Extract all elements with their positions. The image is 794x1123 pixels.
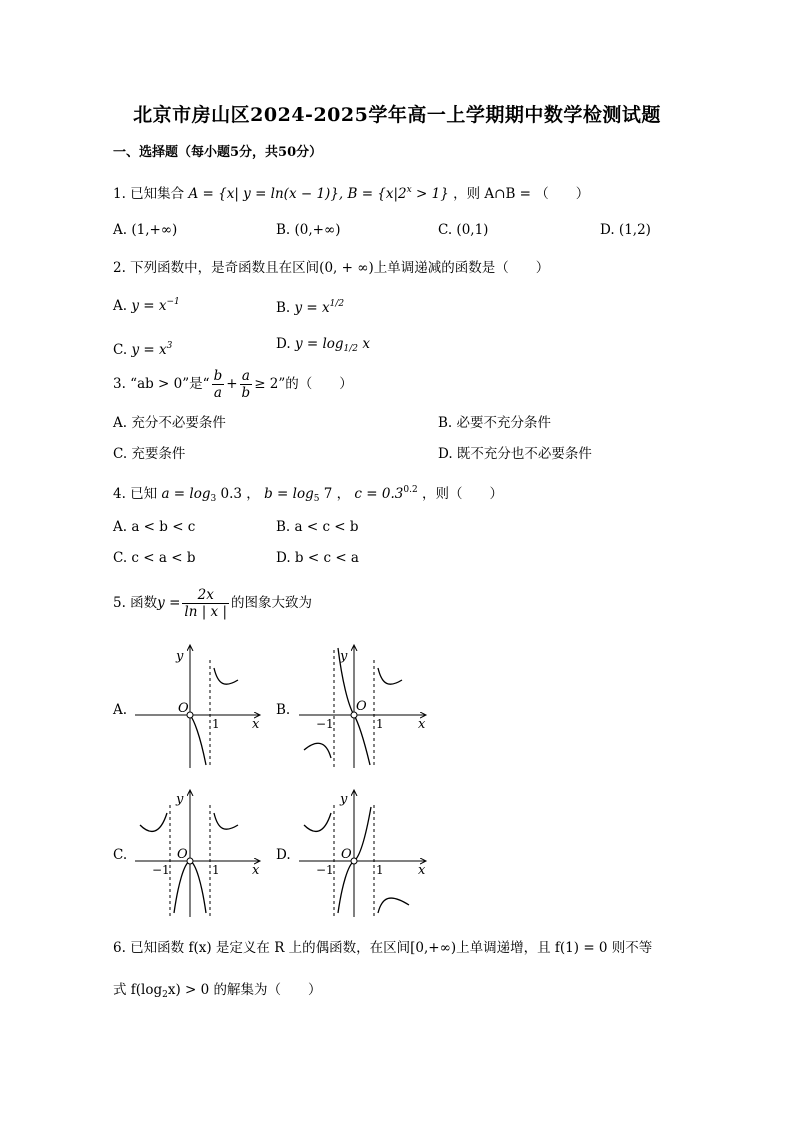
q4-option-d: D. b < c < a: [276, 550, 359, 566]
curve-right: [378, 668, 402, 684]
q1-option-c: C. (0,1): [438, 222, 489, 238]
q4-option-b: B. a < c < b: [276, 519, 359, 535]
y-label: y: [176, 649, 184, 664]
q2-b-label: B.: [276, 300, 291, 316]
q2-a-sup: −1: [166, 297, 180, 307]
q4-prefix: 4. 已知: [113, 486, 158, 502]
q3-frac1-num: b: [213, 368, 223, 384]
question-6-line-1: 6. 已知函数 f(x) 是定义在 R 上的偶函数，在区间[0,+∞)上单调递增，且 f(1) = 0 则不等: [113, 940, 653, 956]
q2-option-d: [276, 334, 370, 359]
q4-b-tail: 7 ，: [319, 486, 351, 502]
origin-label: O: [177, 847, 188, 862]
q5-graph-b: [294, 640, 434, 770]
q6-sub: 2: [162, 990, 168, 1000]
origin-label: O: [341, 847, 352, 862]
tick-neg-1: −1: [152, 863, 170, 877]
q4-b-sub: 5: [313, 494, 320, 504]
q2-b-expr: y = x: [294, 300, 330, 316]
hollow-point: [187, 858, 193, 864]
q4-a-tail: 0.3 ，: [216, 486, 260, 502]
q1-option-a: A. (1,+∞): [113, 222, 178, 238]
q5-graph-c: [130, 785, 270, 920]
tick-1: 1: [376, 863, 384, 877]
q2-b-sup: 1/2: [329, 299, 345, 309]
origin-label: O: [356, 699, 367, 714]
curve-right: [214, 813, 238, 829]
q6-suffix: x) > 0 的解集为（ ）: [167, 982, 322, 998]
q2-d-label: D.: [276, 336, 291, 352]
q3-option-d: D. 既不充分也不必要条件: [438, 446, 592, 462]
q2-c-label: C.: [113, 342, 128, 358]
q3-frac2-num: a: [240, 368, 253, 385]
q1-set-a: A = {x| y = ln(x − 1)}, B = {x|2: [188, 186, 407, 202]
question-4-stem: [113, 480, 503, 509]
curve-far-left: [140, 813, 167, 831]
q3-frac1-den: a: [213, 385, 222, 401]
curve-right: [214, 668, 238, 684]
q1-option-d: D. (1,2): [600, 222, 651, 238]
question-3-stem: [113, 368, 353, 401]
q1-option-b: B. (0,+∞): [276, 222, 341, 238]
q5-frac: [182, 587, 229, 620]
q2-d-sub: 1/2: [343, 344, 359, 354]
q2-d-tail: x: [358, 336, 370, 352]
q2-d-expr: y = log: [294, 336, 344, 352]
curve-far-left: [304, 743, 331, 758]
q3-frac-1: [212, 368, 225, 401]
x-label: x: [252, 717, 260, 732]
section-heading: 一、选择题（每小题5分，共50分）: [113, 145, 323, 160]
q5-frac-num: 2x: [182, 587, 229, 604]
q5-y-eq: y =: [157, 595, 181, 611]
y-label: y: [340, 649, 348, 664]
q5-frac-den: ln | x |: [184, 604, 228, 620]
q3-option-a: A. 充分不必要条件: [113, 415, 226, 431]
curve-far-left: [304, 813, 331, 831]
q2-option-a: [113, 292, 180, 316]
x-label: x: [252, 863, 260, 878]
q4-a-sub: 3: [210, 494, 217, 504]
q5-graph-a-label: A.: [113, 702, 128, 718]
q3-plus: +: [226, 376, 238, 392]
q1-prefix: 1. 已知集合: [113, 186, 185, 202]
q5-graph-d-label: D.: [276, 847, 291, 863]
q5-prefix: 5. 函数: [113, 595, 158, 611]
q1-set-end: > 1}: [411, 186, 449, 202]
q5-graph-d: [294, 785, 434, 920]
q3-suffix: ≥ 2”的（ ）: [254, 376, 353, 392]
q4-option-c: C. c < a < b: [113, 550, 196, 566]
question-1-stem: [113, 180, 589, 204]
q5-suffix: 的图象大致为: [231, 595, 313, 611]
q4-option-a: A. a < b < c: [113, 519, 196, 535]
question-5-stem: [113, 586, 312, 620]
tick-neg-1: −1: [316, 717, 334, 731]
tick-1: 1: [212, 717, 220, 731]
q6-prefix: 式 f(log: [113, 982, 163, 998]
question-2-stem: 2. 下列函数中，是奇函数且在区间(0, + ∞)上单调递减的函数是（ ）: [113, 260, 550, 276]
q5-graph-c-label: C.: [113, 847, 128, 863]
q2-c-expr: y = x: [131, 342, 167, 358]
x-label: x: [418, 717, 426, 732]
tick-neg-1: −1: [316, 863, 334, 877]
q1-suffix: ，则 A∩B = （ ）: [453, 186, 590, 202]
q4-c-def: c = 0.3: [354, 486, 404, 502]
y-label: y: [340, 792, 348, 807]
question-6-line-2: [113, 980, 322, 1005]
y-label: y: [176, 792, 184, 807]
q4-c-sup: 0.2: [403, 485, 418, 495]
q4-b-def: b = log: [264, 486, 314, 502]
q2-c-sup: 3: [166, 341, 173, 351]
q3-option-c: C. 充要条件: [113, 446, 186, 462]
hollow-point: [351, 858, 357, 864]
q3-frac-2: [240, 368, 253, 401]
curve-left: [190, 715, 206, 765]
q3-prefix: 3. “ab > 0”是“: [113, 376, 210, 392]
q4-suffix: ，则（ ）: [421, 486, 503, 502]
origin-label: O: [178, 701, 189, 716]
q2-a-expr: y = x: [131, 298, 167, 314]
curve-right: [378, 898, 409, 913]
q5-graph-a: [130, 640, 270, 770]
q3-frac2-den: b: [241, 385, 251, 401]
q1-sup: x: [406, 185, 412, 195]
tick-1: 1: [212, 863, 220, 877]
x-label: x: [418, 863, 426, 878]
q4-a-def: a = log: [161, 486, 211, 502]
q2-a-label: A.: [113, 298, 128, 314]
page-title: 北京市房山区2024-2025学年高一上学期期中数学检测试题: [133, 104, 661, 126]
q2-option-c: [113, 336, 172, 360]
tick-1: 1: [376, 717, 384, 731]
q5-graph-b-label: B.: [276, 702, 291, 718]
q3-option-b: B. 必要不充分条件: [438, 415, 552, 431]
q2-option-b: [276, 294, 344, 318]
